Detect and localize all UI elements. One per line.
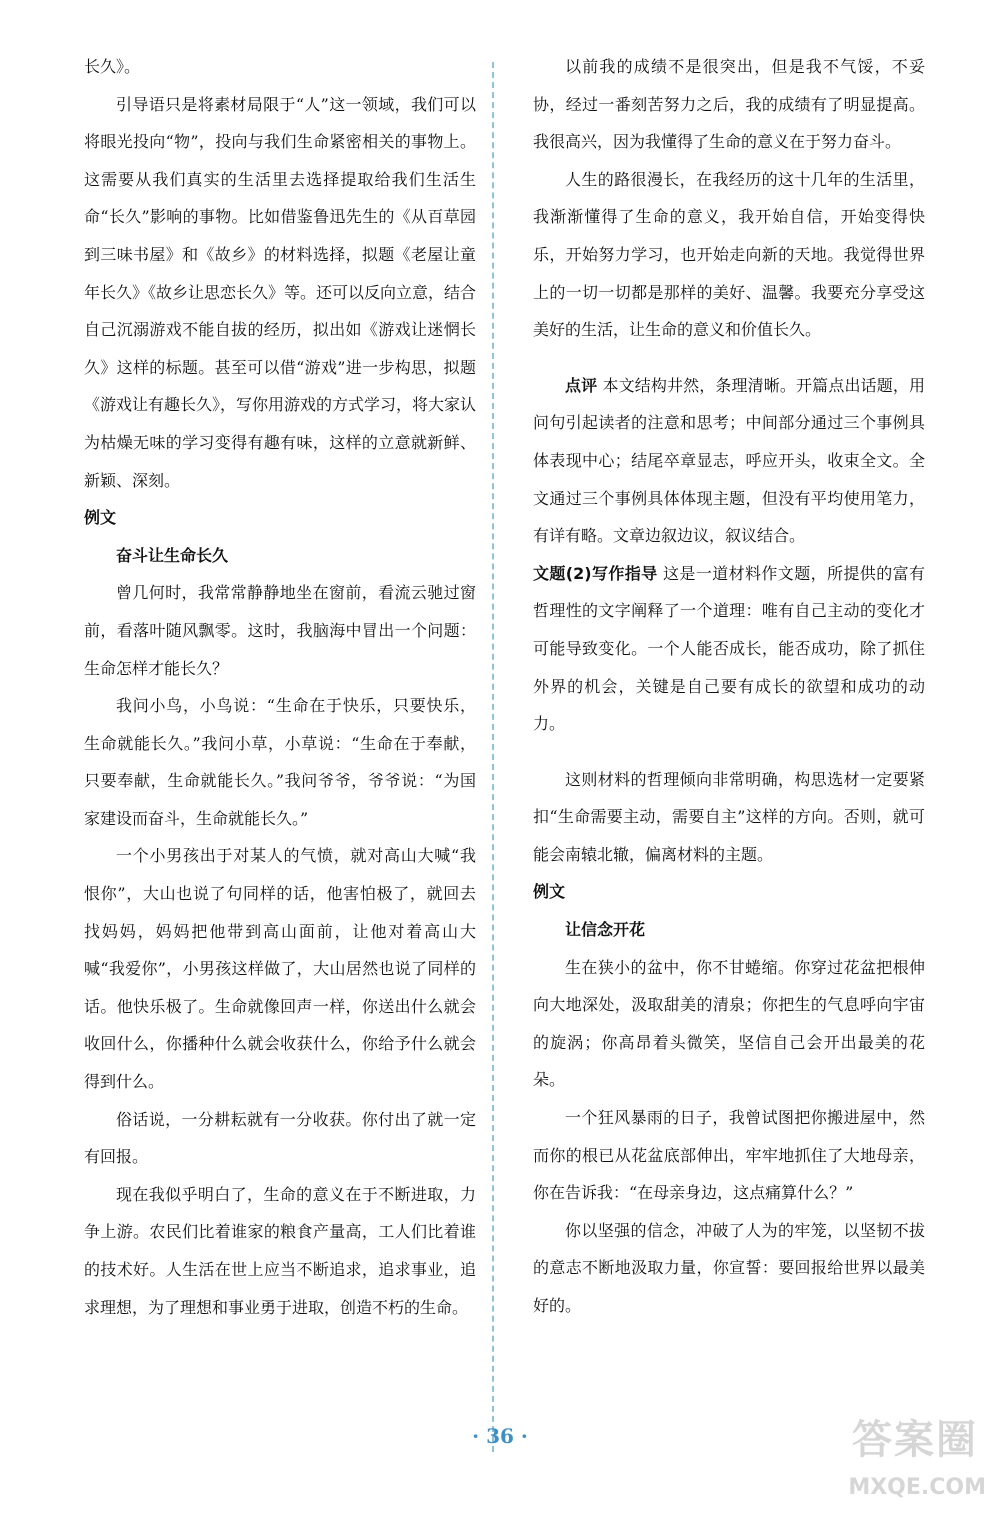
essay-title: 奋斗让生命长久 <box>116 545 229 565</box>
essay-title-2: 让信念开花 <box>565 920 646 940</box>
comment-paragraph <box>533 367 925 555</box>
paragraph-continued: 长久》。 <box>84 57 141 76</box>
essay-paragraph-1: 曾几何时，我常常静静地坐在窗前，看流云驰过窗前，看落叶随风飘零。这时，我脑海中冒出一个问题：生命怎样才能长久？ <box>84 583 476 678</box>
right-column <box>533 48 925 1325</box>
essay-paragraph-5: 现在我似乎明白了，生命的意义在于不断进取，力争上游。农民们比着谁家的粮食产量高，工人们比着谁的技术好。人生活在世上应当不断追求，追求事业，追求理想，为了理想和事业勇于进取，创造不朽的生命。 <box>84 1184 476 1317</box>
essay2-paragraph-1: 生在狭小的盆中，你不甘蜷缩。你穿过花盆把根伸向大地深处，汲取甜美的清泉；你把生的气息呼向宇宙的旋涡；你高昂着头微笑，坚信自己会开出最美的花朵。 <box>533 957 925 1090</box>
watermark-logo-text: 答案圈 <box>852 1417 978 1463</box>
example-label: 例文 <box>84 508 117 528</box>
essay-paragraph-7: 人生的路很漫长，在我经历的这十几年的生活里，我渐渐懂得了生命的意义，我开始自信，开始变得快乐，开始努力学习，也开始走向新的天地。我觉得世界上的一切一切都是那样的美好、温馨。我要充分享受这美好的生活，让生命的意义和价值长久。 <box>533 169 925 340</box>
essay2-paragraph-2: 一个狂风暴雨的日子，我曾试图把你搬进屋中，然而你的根已从花盆底部伸出，牢牢地抓住了大地母亲，你在告诉我：“在母亲身边，这点痛算什么？” <box>533 1108 925 1203</box>
essay-paragraph-4: 俗话说，一分耕耘就有一分收获。你付出了就一定有回报。 <box>84 1109 476 1167</box>
paragraph-guide: 引导语只是将素材局限于“人”这一领域，我们可以将眼光投向“物”，投向与我们生命紧密相关的事物上。这需要从我们真实的生活里去选择提取给我们生活生命“长久”影响的事物。比如借鉴鲁迅先生的《从百草园到三味书屋》和《故乡》的材料选择，拟题《老屋让童年长久》《故乡让思恋长久》等。还可以反向立意，结合自己沉溺游戏不能自拔的经历，拟出如《游戏让迷惘长久》这样的标题。甚至可以借“游戏”进一步构思，拟题《游戏让有趣长久》，写你用游戏的方式学习，将大家认为枯燥无味的学习变得有趣有味，这样的立意就新鲜、新颖、深刻。 <box>84 94 477 490</box>
essay-paragraph-6: 以前我的成绩不是很突出，但是我不气馁，不妥协，经过一番刻苦努力之后，我的成绩有了明显提高。我很高兴，因为我懂得了生命的意义在于努力奋斗。 <box>533 57 925 152</box>
comment-text: 本文结构井然，条理清晰。开篇点出话题，用问句引起读者的注意和思考；中间部分通过三个事例具体表现中心；结尾卒章显志，呼应开头，收束全文。全文通过三个事例具体体现主题，但没有平均使用笔力，有详有略。文章边叙边议，叙议结合。 <box>533 375 925 546</box>
watermark-url: MXQE.COM <box>848 1475 986 1500</box>
comment-label: 点评 <box>565 375 598 395</box>
guide-text: 这是一道材料作文题，所提供的富有哲理性的文字阐释了一个道理：唯有自己主动的变化才可能导致变化。一个人能否成长，能否成功，除了抓住外界的机会，关键是自己要有成长的欲望和成功的动力。 <box>533 563 925 734</box>
essay2-paragraph-3: 你以坚强的信念，冲破了人为的牢笼，以坚韧不拔的意志不断地汲取力量，你宣誓：要回报给世界以最美好的。 <box>533 1220 925 1315</box>
essay-paragraph-2: 我问小鸟，小鸟说：“生命在于快乐，只要快乐，生命就能长久。”我问小草，小草说：“生命在于奉献，只要奉献，生命就能长久。”我问爷爷，爷爷说：“为国家建设而奋斗，生命就能长久。” <box>84 696 476 828</box>
guide-label: 文题(2)写作指导 <box>533 563 658 583</box>
column-divider <box>492 62 494 1452</box>
left-column <box>84 48 476 1326</box>
guide-paragraph-2: 这则材料的哲理倾向非常明确，构思选材一定要紧扣“生命需要主动，需要自主”这样的方向。否则，就可能会南辕北辙，偏离材料的主题。 <box>533 769 925 864</box>
watermark-logo <box>786 1408 986 1500</box>
essay-paragraph-3: 一个小男孩出于对某人的气愤，就对高山大喊“我恨你”，大山也说了句同样的话，他害怕极了，就回去找妈妈，妈妈把他带到高山面前，让他对着高山大喊“我爱你”，小男孩这样做了，大山居然也说了同样的话。他快乐极了。生命就像回声一样，你送出什么就会收回什么，你播种什么就会收获什么，你给予什么就会得到什么。 <box>84 846 476 1092</box>
example-label-2: 例文 <box>533 882 566 902</box>
page-number: · 36 · <box>472 1424 528 1448</box>
guide-paragraph <box>533 555 925 743</box>
